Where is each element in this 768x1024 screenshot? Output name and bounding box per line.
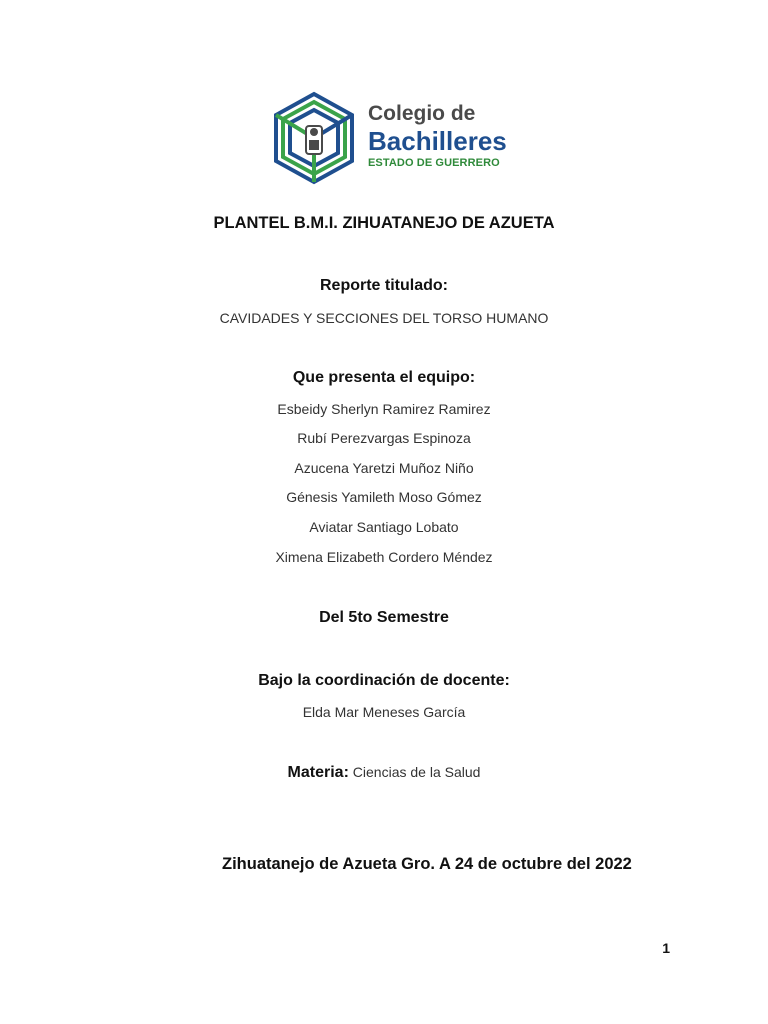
member-5: Aviatar Santiago Lobato [309,519,459,535]
semestre: Del 5to Semestre [319,609,449,626]
member-1: Esbeidy Sherlyn Ramirez Ramirez [277,401,491,417]
materia-line [0,764,768,782]
hexagon-emblem-icon [266,88,362,188]
member-2: Rubí Perezvargas Espinoza [297,430,471,446]
logo-line1: Colegio de [368,102,476,125]
docente-name: Elda Mar Meneses García [302,704,466,720]
plantel-title: PLANTEL B.M.I. ZIHUATANEJO DE AZUETA [213,214,555,232]
logo-text [368,102,507,170]
lugar-fecha: Zihuatanejo de Azueta Gro. A 24 de octubre del 2022 [222,855,632,873]
coordinacion-label: Bajo la coordinación de docente: [258,672,510,689]
materia-value: Ciencias de la Salud [348,764,481,780]
materia-label: Materia: [287,764,349,781]
reporte-title: CAVIDADES Y SECCIONES DEL TORSO HUMANO [219,310,549,326]
reporte-label: Reporte titulado: [320,277,448,294]
logo-line2: Bachilleres [368,126,507,156]
member-4: Génesis Yamileth Moso Gómez [286,489,482,505]
member-3: Azucena Yaretzi Muñoz Niño [294,460,474,476]
school-logo [266,88,506,190]
page-number: 1 [662,940,670,956]
logo-line3: ESTADO DE GUERRERO [368,157,500,169]
equipo-label: Que presenta el equipo: [292,369,476,386]
member-6: Ximena Elizabeth Cordero Méndez [275,549,493,565]
